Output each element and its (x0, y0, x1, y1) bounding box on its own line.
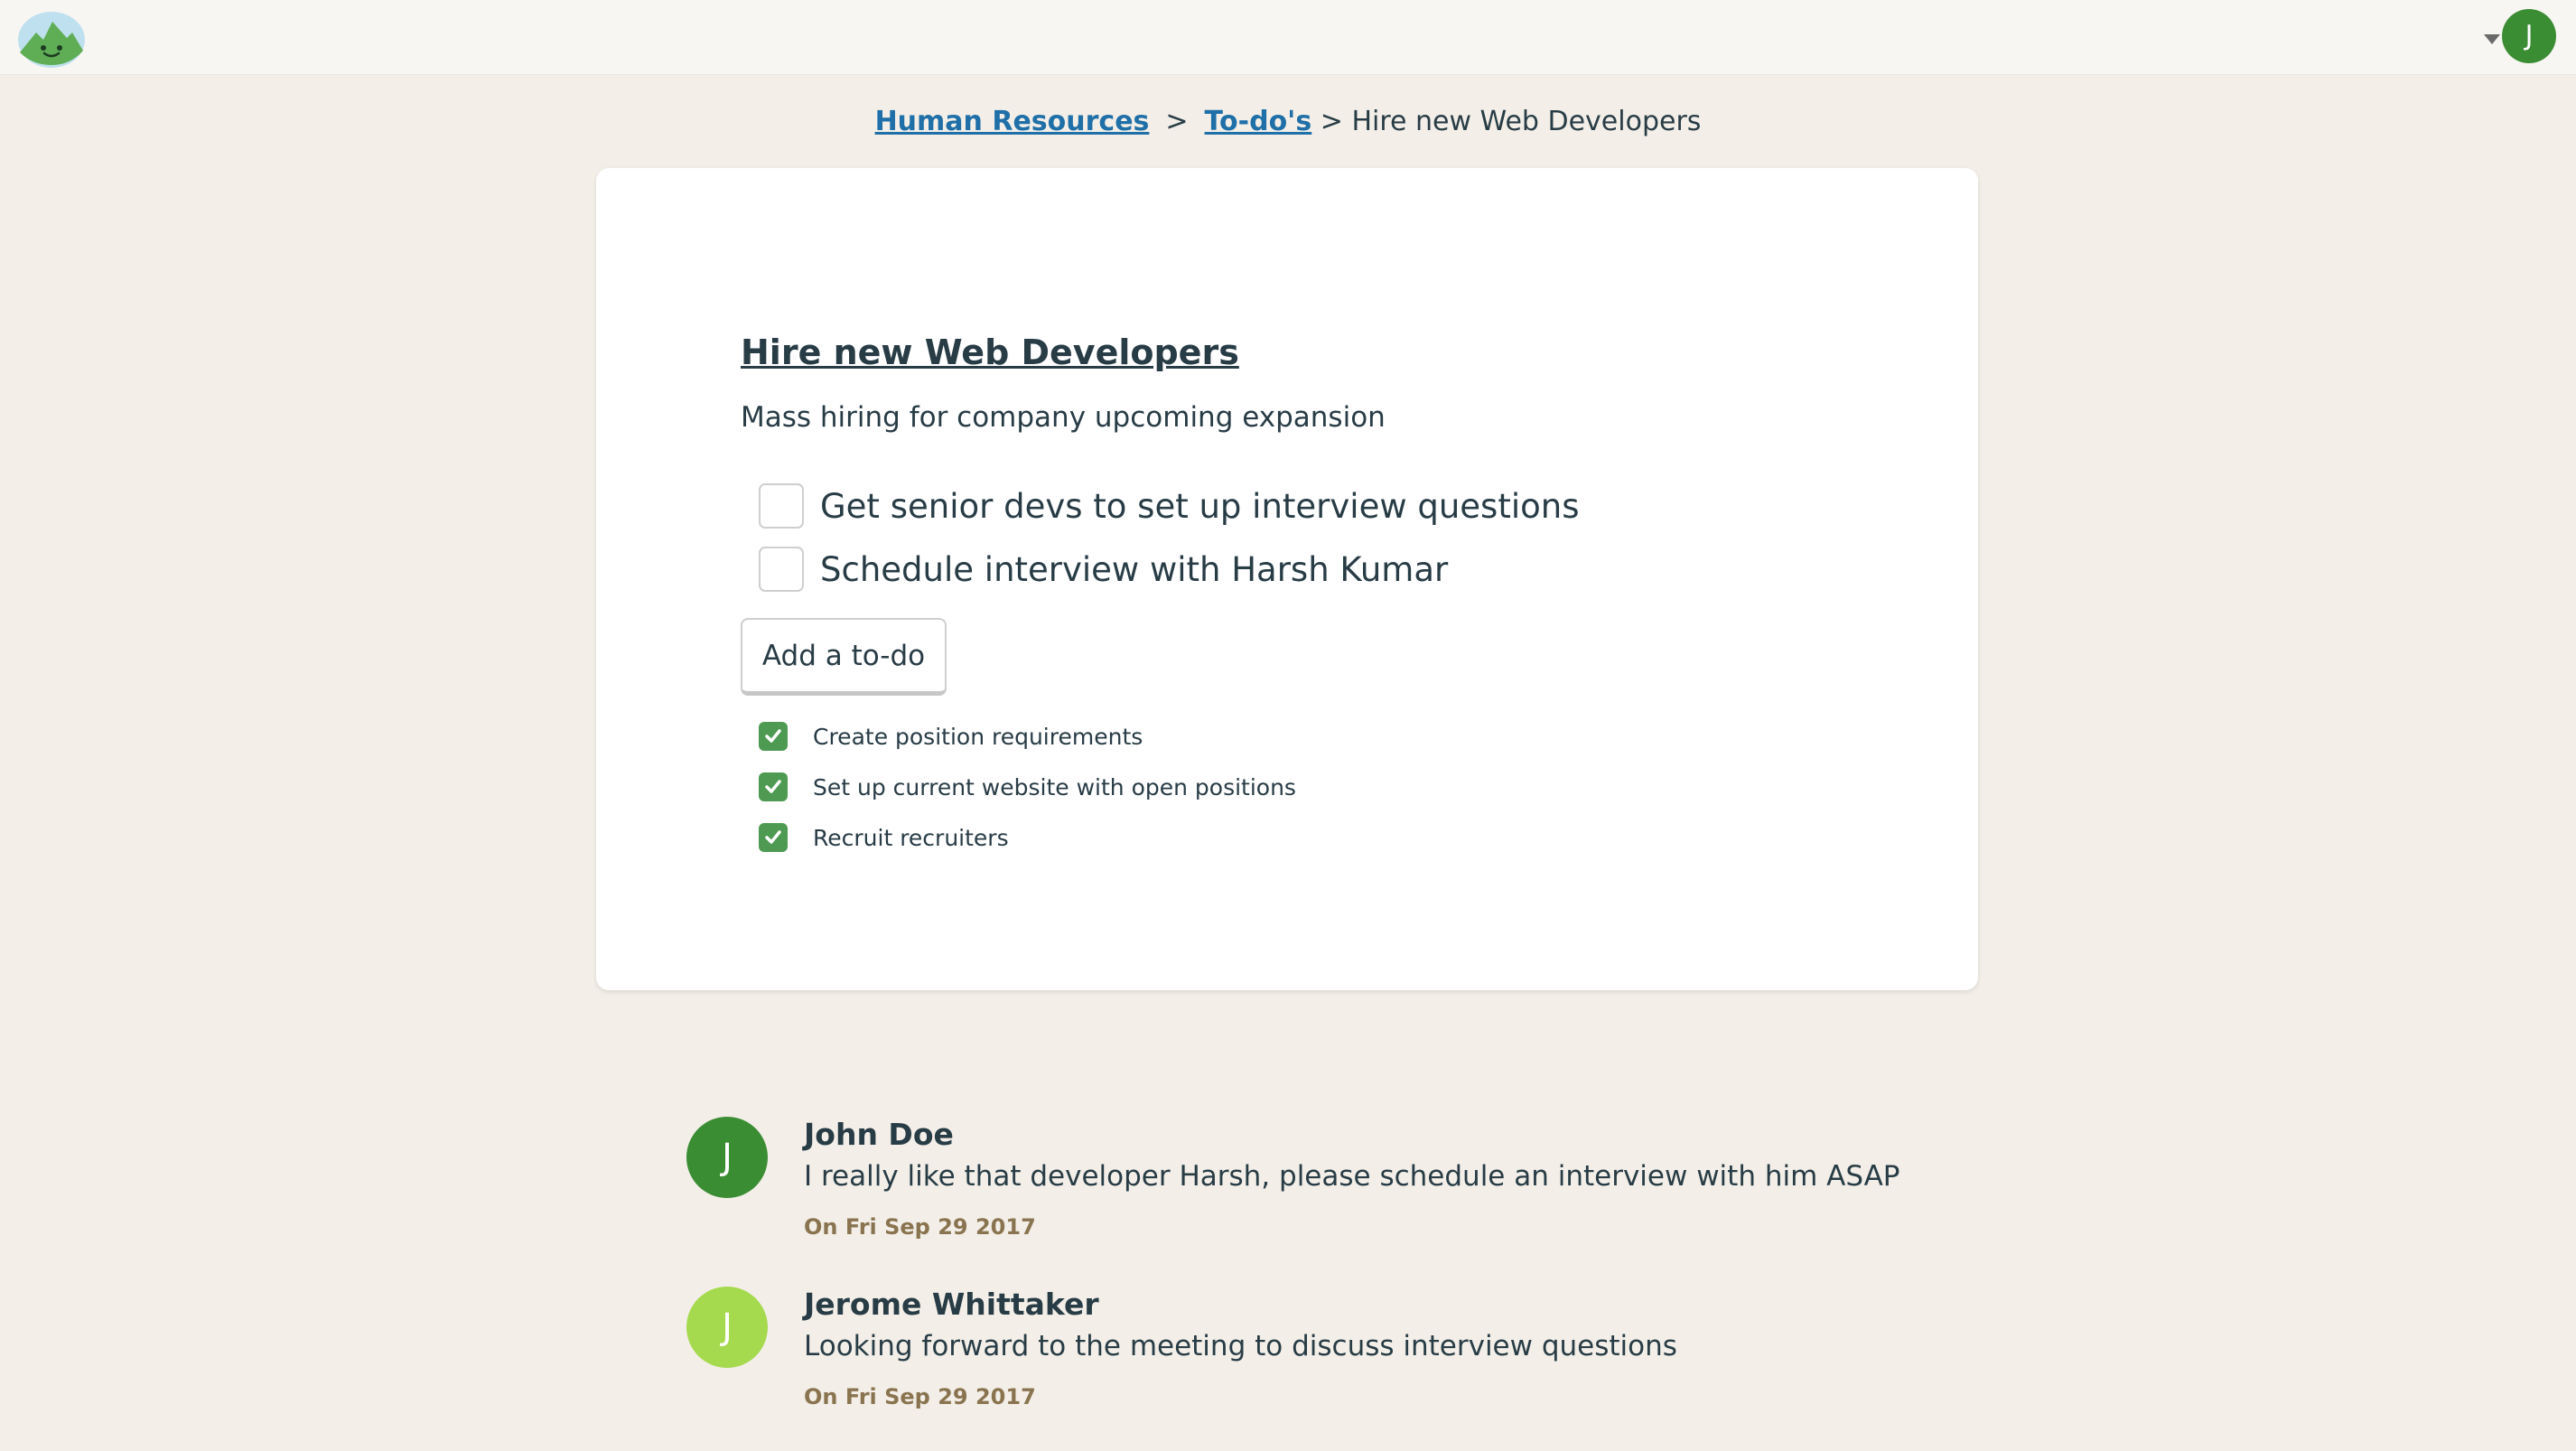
comment-author: John Doe (804, 1117, 954, 1152)
breadcrumb (0, 101, 2576, 143)
todolist-title[interactable]: Hire new Web Developers (741, 332, 1239, 372)
checkmark-icon (763, 726, 783, 746)
completed-todo-item (759, 720, 1143, 753)
breadcrumb-link-project[interactable]: Human Resources (874, 106, 1150, 137)
todolist-description: Mass hiring for company upcoming expansion (741, 401, 1386, 434)
add-todo-button[interactable]: Add a to-do (741, 618, 947, 696)
completed-todo-item (759, 821, 1009, 854)
avatar[interactable]: J (686, 1117, 768, 1198)
comment-date: On Fri Sep 29 2017 (804, 1384, 1036, 1409)
checkmark-icon (763, 828, 783, 847)
breadcrumb-separator: > (1165, 106, 1189, 137)
comment (686, 1117, 1951, 1261)
avatar[interactable]: J (686, 1287, 768, 1368)
todo-checkbox-checked[interactable] (759, 823, 788, 852)
todo-checkbox[interactable] (759, 483, 804, 529)
top-bar (0, 0, 2576, 75)
todo-checkbox-checked[interactable] (759, 772, 788, 801)
todo-item (759, 544, 1448, 594)
basecamp-mountain-logo-icon[interactable] (16, 5, 87, 69)
breadcrumb-current: > Hire new Web Developers (1320, 106, 1702, 137)
todo-checkbox[interactable] (759, 547, 804, 592)
checkmark-icon (763, 777, 783, 797)
comment-author: Jerome Whittaker (804, 1287, 1099, 1322)
todo-item (759, 481, 1580, 531)
completed-todo-label[interactable]: Recruit recruiters (813, 824, 1009, 851)
comment-date: On Fri Sep 29 2017 (804, 1214, 1036, 1240)
comment-body: I really like that developer Harsh, please schedule an interview with him ASAP (804, 1160, 1900, 1193)
caret-down-icon[interactable] (2484, 34, 2500, 44)
comment-body: Looking forward to the meeting to discuss interview questions (804, 1330, 1677, 1362)
todo-label[interactable]: Get senior devs to set up interview questions (820, 486, 1580, 526)
todo-label[interactable]: Schedule interview with Harsh Kumar (820, 549, 1449, 589)
breadcrumb-link-todos[interactable]: To-do's (1204, 106, 1312, 137)
completed-todo-label[interactable]: Create position requirements (813, 723, 1143, 750)
user-avatar[interactable]: J (2502, 9, 2556, 63)
completed-todo-item (759, 771, 1296, 803)
comment (686, 1287, 1951, 1431)
completed-todo-label[interactable]: Set up current website with open positions (813, 773, 1296, 800)
todo-checkbox-checked[interactable] (759, 722, 788, 751)
todolist-card (596, 168, 1978, 990)
